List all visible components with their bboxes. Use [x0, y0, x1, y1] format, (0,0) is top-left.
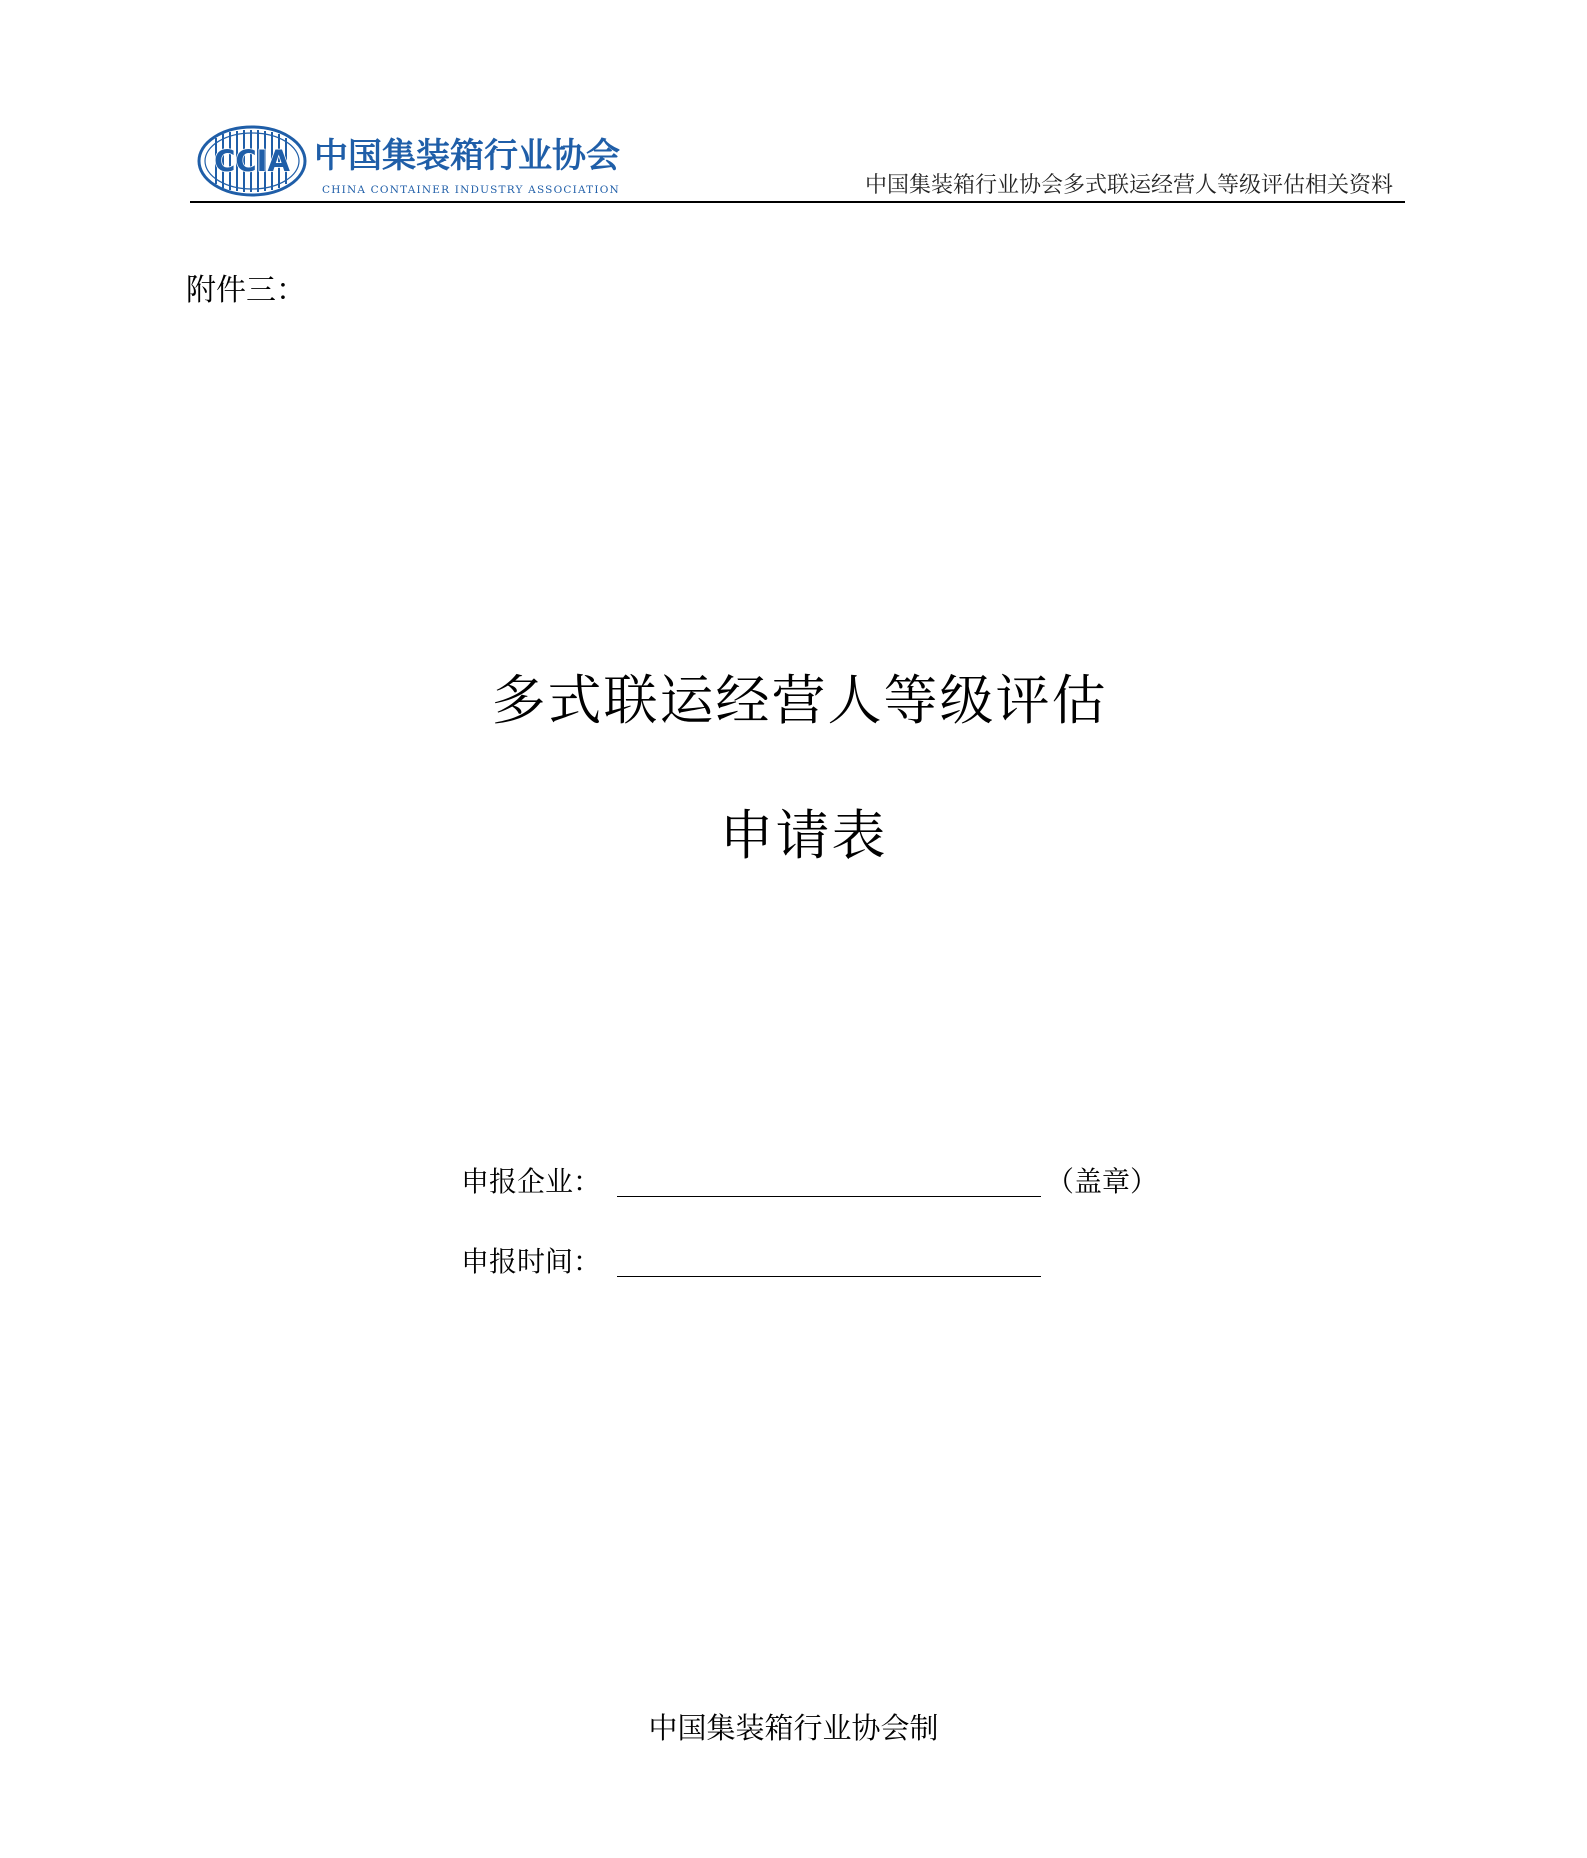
company-input-line[interactable]	[617, 1196, 1041, 1197]
document-title: 多式联运经营人等级评估	[491, 669, 1108, 732]
company-seal-note: （盖章）	[1046, 1165, 1159, 1198]
header-title: 中国集装箱行业协会多式联运经营人等级评估相关资料	[864, 173, 1393, 198]
page-header	[190, 118, 1405, 204]
issuer-footer: 中国集装箱行业协会制	[648, 1711, 939, 1745]
logo-name-en: CHINA CONTAINER INDUSTRY ASSOCIATION	[322, 184, 620, 196]
document-subtitle: 申请表	[719, 804, 888, 867]
date-label: 申报时间：	[461, 1245, 602, 1278]
ccia-emblem-icon	[196, 124, 308, 198]
logo-initials: CCIA	[214, 144, 290, 178]
header-divider	[190, 201, 1405, 203]
attachment-label: 附件三：	[186, 273, 306, 308]
company-label: 申报企业：	[461, 1165, 602, 1198]
ccia-logo	[196, 124, 620, 204]
date-input-line[interactable]	[617, 1276, 1041, 1277]
logo-name-cn: 中国集装箱行业协会	[314, 136, 620, 176]
